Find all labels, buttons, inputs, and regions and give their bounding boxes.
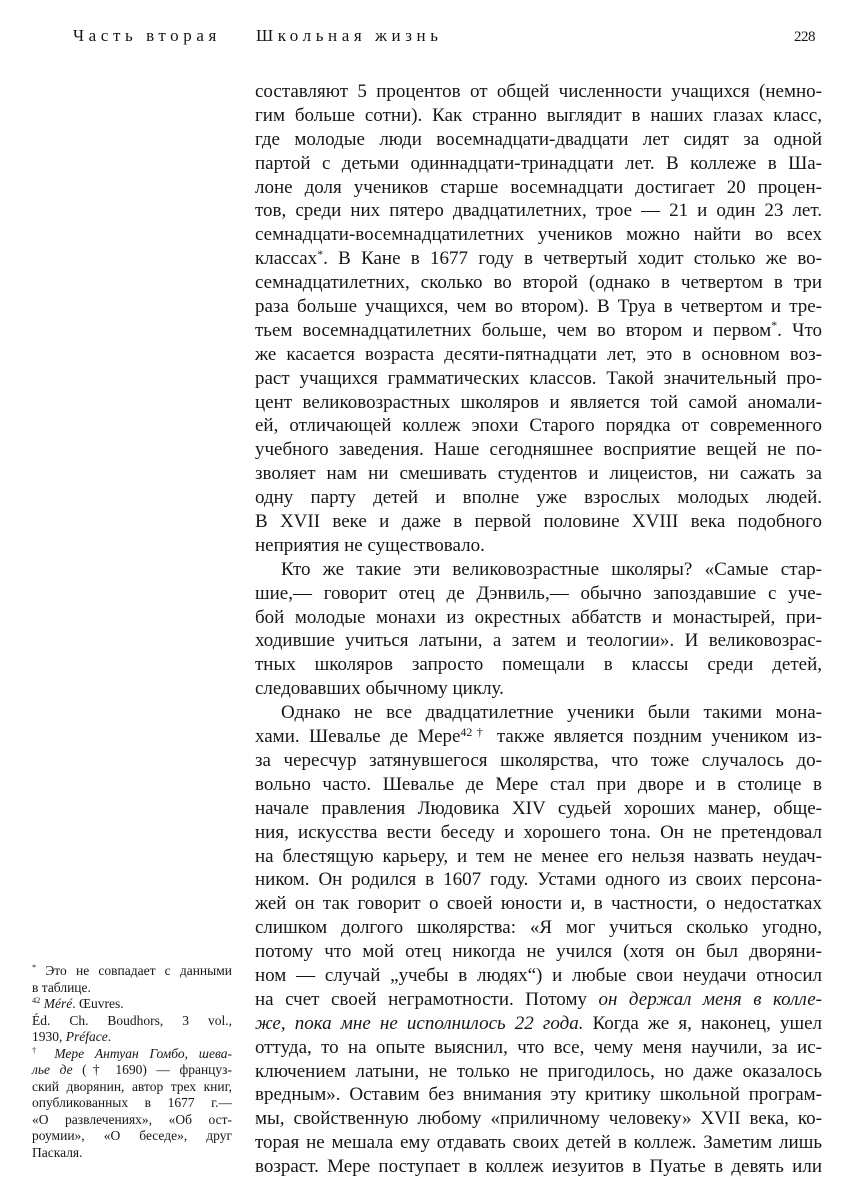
text-segment: также является поздним учеником из- bbox=[487, 726, 822, 748]
text-line: ей, отличающей коллеж эпохи Старого порядка от современного bbox=[255, 415, 822, 437]
text-line: ником. Он родился в 1607 году. Устами одного из своих персона- bbox=[255, 869, 822, 891]
text-line: составляют 5 процентов от общей численности учащихся (немно- bbox=[255, 81, 822, 102]
footnote-marker: * bbox=[32, 963, 37, 973]
footnotes bbox=[32, 963, 232, 1161]
text-line: тных школяров запросто помещали в классы среди детей, bbox=[255, 654, 822, 676]
footnote-line: роумии», «О беседе», друг bbox=[32, 1128, 232, 1143]
text-line: же касается возраста десяти-пятнадцати лет, это в основном воз- bbox=[255, 343, 822, 365]
text-segment: . bbox=[107, 1029, 112, 1044]
footnote-line: опубликованных в 1677 г.— bbox=[32, 1095, 232, 1110]
body-paragraph bbox=[255, 80, 822, 558]
text-line: на блестящую карьеру, и тем не менее его нельзя назвать неудач- bbox=[255, 845, 822, 867]
text-line: начале правления Людовика XIV судьей хороших манер, обще- bbox=[255, 797, 822, 819]
text-segment: Когда же я, наконец, ушел bbox=[583, 1012, 823, 1034]
text-segment: 1930, bbox=[32, 1029, 66, 1044]
text-segment: классах bbox=[255, 248, 318, 270]
footnote bbox=[32, 1046, 232, 1162]
text-line: бой молодые монахи из окрестных аббатств и монастырей, при- bbox=[255, 606, 822, 628]
footnote-line: ский дворянин, автор трех книг, bbox=[32, 1078, 232, 1094]
header-part-title: Часть вторая bbox=[73, 26, 221, 45]
italic-text: Préface bbox=[65, 1029, 108, 1044]
text-line: тов, среди них пятеро двадцатилетних, трое — 21 и один 23 лет. bbox=[255, 200, 822, 222]
text-line: семнадцати-восемнадцатилетних учеников можно найти во всех bbox=[255, 224, 822, 246]
text-line: где молодые люди восемнадцати-двадцати лет сидят за одной bbox=[255, 128, 822, 150]
footnote-line bbox=[32, 996, 232, 1013]
text-line: ходившие учиться латыни, а затем и теологии». И великовозрас- bbox=[255, 630, 822, 652]
body-text bbox=[255, 80, 822, 1179]
text-line bbox=[255, 988, 822, 1012]
text-line: раст учащихся грамматических классов. Такой значительный про- bbox=[255, 367, 822, 389]
text-line: вредным». Оставим без внимания эту критику школьной програм- bbox=[255, 1084, 822, 1106]
italic-text: же, пока мне не исполнилось 22 года. bbox=[255, 1012, 584, 1034]
footnote-ref: * bbox=[317, 247, 324, 261]
body-paragraph bbox=[255, 701, 822, 1179]
text-line: ния, искусства вести беседу и хорошего тона. Он не претендовал bbox=[255, 821, 822, 843]
italic-text: лье де bbox=[32, 1062, 73, 1077]
text-segment: тьем восемнадцатилетних больше, чем во втором и первом bbox=[255, 319, 772, 341]
text-segment: . Œuvres. bbox=[72, 996, 124, 1011]
footnote-line: Паскаля. bbox=[32, 1144, 83, 1160]
text-segment: Это не совпадает с данными bbox=[36, 963, 232, 978]
body-paragraph bbox=[255, 558, 822, 701]
header-section-title: Школьная жизнь bbox=[256, 26, 443, 45]
text-line: за чересчур затянувшегося школярства, что тоже случалось до- bbox=[255, 749, 822, 771]
text-line: ключением латыни, не только не пригодилось, но даже оказалось bbox=[255, 1060, 822, 1082]
text-line: шие,— говорит отец де Дэнвиль,— обычно запоздавшие с уче- bbox=[255, 582, 822, 604]
text-line: мы, свойственную любому «приличному человеку» XVII века, ко- bbox=[255, 1108, 822, 1130]
text-segment: († 1690) — француз- bbox=[72, 1062, 232, 1077]
text-line: В XVII веке и даже в первой половине XVIII века подобного bbox=[255, 511, 822, 533]
text-line: жей он так говорит о своей юности и, в частности, о недостатках bbox=[255, 893, 822, 915]
text-line: возраст. Мере поступает в коллеж иезуитов в Пуатье в девять или bbox=[255, 1156, 822, 1178]
footnote bbox=[32, 996, 232, 1046]
text-line: цент великовозрастных школяров и является той самой аномали- bbox=[255, 391, 822, 413]
footnote-line: в таблице. bbox=[32, 979, 91, 995]
text-line: Однако не все двадцатилетние ученики были такими мона- bbox=[281, 702, 822, 724]
text-line bbox=[255, 247, 822, 271]
text-line: оттуда, то на опыте выяснил, что все, чему меня научили, за ис- bbox=[255, 1036, 822, 1058]
text-line: лоне доля учеников старше восемнадцати достигает 20 процен- bbox=[255, 176, 822, 198]
footnote-line: Éd. Ch. Boudhors, 3 vol., bbox=[32, 1012, 232, 1028]
footnote-line bbox=[32, 1062, 232, 1079]
footnote bbox=[32, 963, 232, 996]
footnote-marker: 42 bbox=[32, 996, 41, 1006]
text-line: семнадцатилетних, сколько во второй (однако в четвертом в три bbox=[255, 272, 822, 294]
text-line: ном — случай „учебы в людях“) и любые свои неудачи относил bbox=[255, 964, 822, 986]
text-line: партой с детьми одиннадцати-тринадцати лет. В коллеже в Ша- bbox=[255, 152, 822, 174]
footnote-ref: 42† bbox=[460, 725, 488, 739]
text-line: вольно часто. Шевалье де Мере стал при дворе и в столице в bbox=[255, 773, 822, 795]
italic-text: он держал меня в колле- bbox=[598, 988, 823, 1010]
text-line: зволяет нам ни смешивать студентов и лицеистов, ни сажать за bbox=[255, 463, 822, 485]
text-line: следовавших обычному циклу. bbox=[255, 678, 504, 700]
text-line: раза больше учащихся, чем во втором). В Труа в четвертом и тре- bbox=[255, 296, 822, 318]
footnote-line bbox=[32, 1046, 232, 1063]
footnote-line bbox=[32, 963, 232, 980]
text-line: учебного заведения. Наше сегодняшнее восприятие вещей не по- bbox=[255, 439, 822, 461]
text-line: одну парту детей и вполне уже взрослых молодых людей. bbox=[255, 487, 822, 509]
italic-text: Méré bbox=[40, 996, 73, 1011]
text-line: слишком долгого школярства: «Я мог учиться сколько угодно, bbox=[255, 917, 822, 939]
text-line: гим больше сотни). Как странно выглядит в наших глазах класс, bbox=[255, 104, 822, 126]
text-line bbox=[255, 1012, 822, 1036]
text-line bbox=[255, 319, 822, 343]
text-segment: хами. Шевалье де Мере bbox=[255, 726, 461, 748]
page-number: 228 bbox=[794, 29, 815, 45]
text-line: неприятия не существовало. bbox=[255, 534, 485, 556]
text-segment: . В Кане в 1677 году в четвертый ходит столько же во- bbox=[323, 248, 822, 270]
text-line: торая не мешала ему отдавать своих детей в коллеж. Заметим лишь bbox=[255, 1132, 822, 1154]
text-line: Кто же такие эти великовозрастные школяры? «Самые стар- bbox=[281, 558, 822, 580]
footnote-line bbox=[32, 1029, 232, 1046]
footnote-line: «О развлечениях», «Об ост- bbox=[32, 1111, 232, 1127]
text-line bbox=[255, 725, 822, 749]
footnote-ref: * bbox=[771, 319, 778, 333]
text-line: потому что мой отец никогда не учился (хотя он был дворяни- bbox=[255, 941, 822, 963]
italic-text: Мере Антуан Гомбо, шева- bbox=[43, 1045, 232, 1061]
text-segment: . Что bbox=[777, 319, 822, 341]
footnote-marker: † bbox=[32, 1045, 44, 1055]
running-header bbox=[0, 24, 854, 48]
text-segment: на счет своей неграмотности. Потому bbox=[255, 988, 599, 1010]
